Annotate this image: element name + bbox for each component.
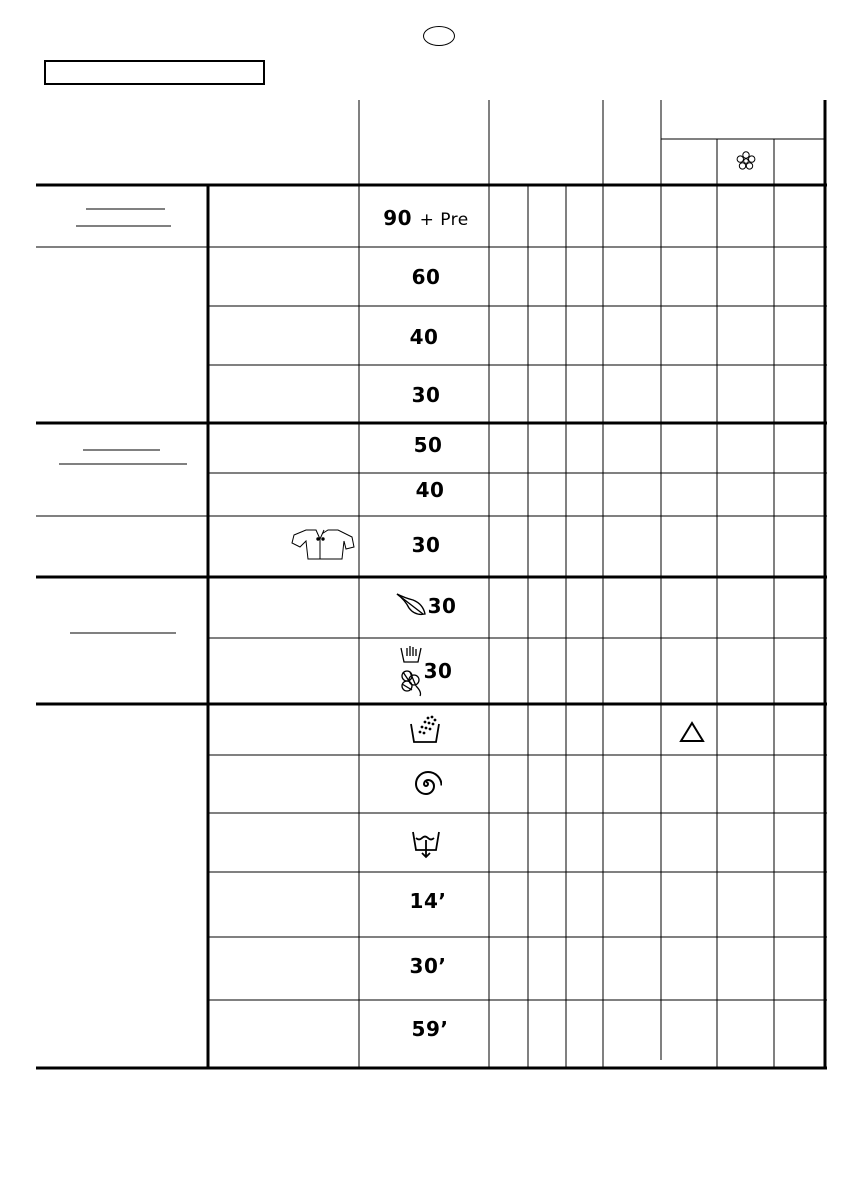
programme-suffix: + Pre <box>419 210 469 230</box>
programme-label-p3: 40 <box>409 325 439 349</box>
programme-label-p14: 30’ <box>409 954 447 978</box>
feather-icon <box>393 590 429 620</box>
handwash-wool-icon <box>396 642 426 698</box>
programme-label-p13: 14’ <box>409 889 447 913</box>
programme-label-p15: 59’ <box>411 1017 449 1041</box>
programme-label-p1 <box>370 206 482 230</box>
programme-label-p5: 50 <box>413 433 443 457</box>
flower-icon <box>737 152 755 169</box>
programme-label-p2: 60 <box>411 265 441 289</box>
programme-label-p7: 30 <box>411 533 441 557</box>
programme-label-p8: 30 <box>427 594 457 618</box>
programme-label-p4: 30 <box>411 383 441 407</box>
programme-label-p6: 40 <box>415 478 445 502</box>
shirt-icon <box>290 527 358 563</box>
programme-label-p9: 30 <box>423 659 453 683</box>
programme-temp: 90 <box>383 206 413 230</box>
drain-icon <box>410 826 442 860</box>
triangle-icon <box>679 721 705 743</box>
rinse-icon <box>408 712 442 746</box>
spin-icon <box>410 768 442 800</box>
